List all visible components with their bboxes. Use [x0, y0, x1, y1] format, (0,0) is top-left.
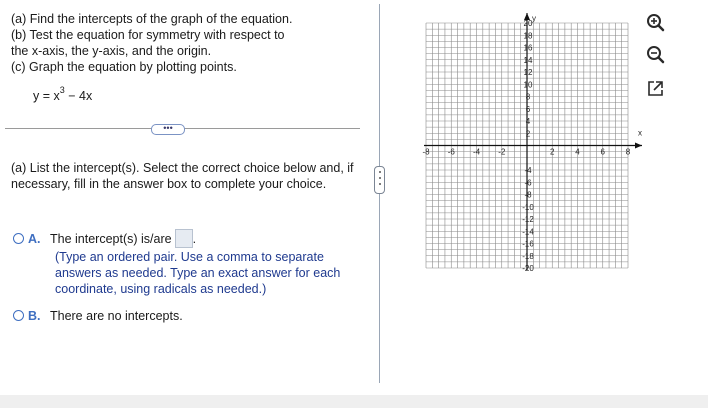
option-a[interactable] — [13, 229, 196, 248]
option-a-hint: (Type an ordered pair. Use a comma to separate answers as needed. Type an exact answer for each coordinate, using radicals as needed.) — [55, 250, 341, 296]
x-tick-label: -8 — [422, 147, 430, 157]
y-axis-label: y — [532, 14, 536, 23]
panel-resize-handle[interactable] — [374, 166, 385, 194]
option-b-radio[interactable] — [13, 310, 24, 321]
y-tick-label: 10 — [523, 80, 533, 90]
option-b[interactable] — [13, 308, 183, 324]
y-tick-label: 2 — [525, 129, 531, 139]
x-axis-label: x — [638, 128, 642, 138]
y-tick-label: -20 — [522, 264, 534, 273]
y-tick-label: -4 — [524, 166, 532, 175]
y-tick-label: -10 — [522, 202, 534, 212]
problem-part-a: (a) Find the intercepts of the graph of the equation. — [11, 12, 293, 26]
y-tick-label: 6 — [525, 104, 531, 114]
problem-part-b-cont: the x-axis, the y-axis, and the origin. — [11, 44, 212, 58]
y-tick-label: -14 — [522, 227, 534, 237]
option-a-text: The intercept(s) is/are — [49, 232, 172, 246]
y-tick-label: 14 — [523, 55, 533, 65]
question-text: (a) List the intercept(s). Select the correct choice below and, if necessary, fill in the answer box to complete your choice. — [11, 161, 354, 191]
option-b-text: There are no intercepts. — [49, 309, 183, 323]
equation-lhs: y = x — [33, 89, 60, 104]
y-tick-label: 16 — [523, 43, 533, 53]
x-tick-label: 8 — [625, 147, 631, 157]
x-axis-arrow — [635, 143, 642, 149]
x-tick-label: -4 — [472, 147, 481, 157]
x-tick-label: 4 — [575, 147, 580, 157]
popout-icon[interactable] — [645, 78, 666, 99]
equation-exponent: 3 — [59, 85, 65, 95]
y-tick-label: 4 — [525, 117, 531, 126]
y-tick-label: -16 — [522, 239, 534, 249]
footer-bar — [0, 395, 708, 408]
option-a-letter: A. — [28, 232, 41, 246]
equation — [33, 87, 92, 103]
y-tick-label: -8 — [524, 190, 532, 200]
y-tick-label: 8 — [525, 92, 531, 102]
zoom-in-icon[interactable] — [645, 12, 666, 33]
option-a-period: . — [192, 232, 197, 246]
problem-part-b: (b) Test the equation for symmetry with respect to — [11, 28, 285, 42]
option-a-radio[interactable] — [13, 233, 24, 244]
y-tick-label: -12 — [522, 215, 534, 224]
y-tick-label: -6 — [524, 178, 532, 188]
y-tick-label: -18 — [522, 251, 534, 261]
option-b-letter: B. — [28, 309, 41, 323]
y-tick-label: 12 — [523, 68, 533, 77]
problem-part-c: (c) Graph the equation by plotting points. — [11, 60, 237, 74]
y-tick-label: 20 — [523, 19, 533, 28]
zoom-out-icon[interactable] — [645, 44, 666, 65]
y-tick-label: 18 — [523, 31, 533, 41]
x-tick-label: -6 — [447, 147, 455, 157]
intercept-answer-input[interactable] — [175, 229, 193, 248]
equation-rhs: − 4x — [64, 89, 93, 104]
x-tick-label: 2 — [550, 147, 555, 157]
x-tick-label: -2 — [498, 147, 506, 157]
problem-statement — [11, 11, 292, 75]
x-tick-label: 6 — [600, 147, 605, 157]
expand-more-button[interactable]: ••• — [151, 124, 185, 135]
coordinate-graph[interactable] — [418, 13, 643, 275]
